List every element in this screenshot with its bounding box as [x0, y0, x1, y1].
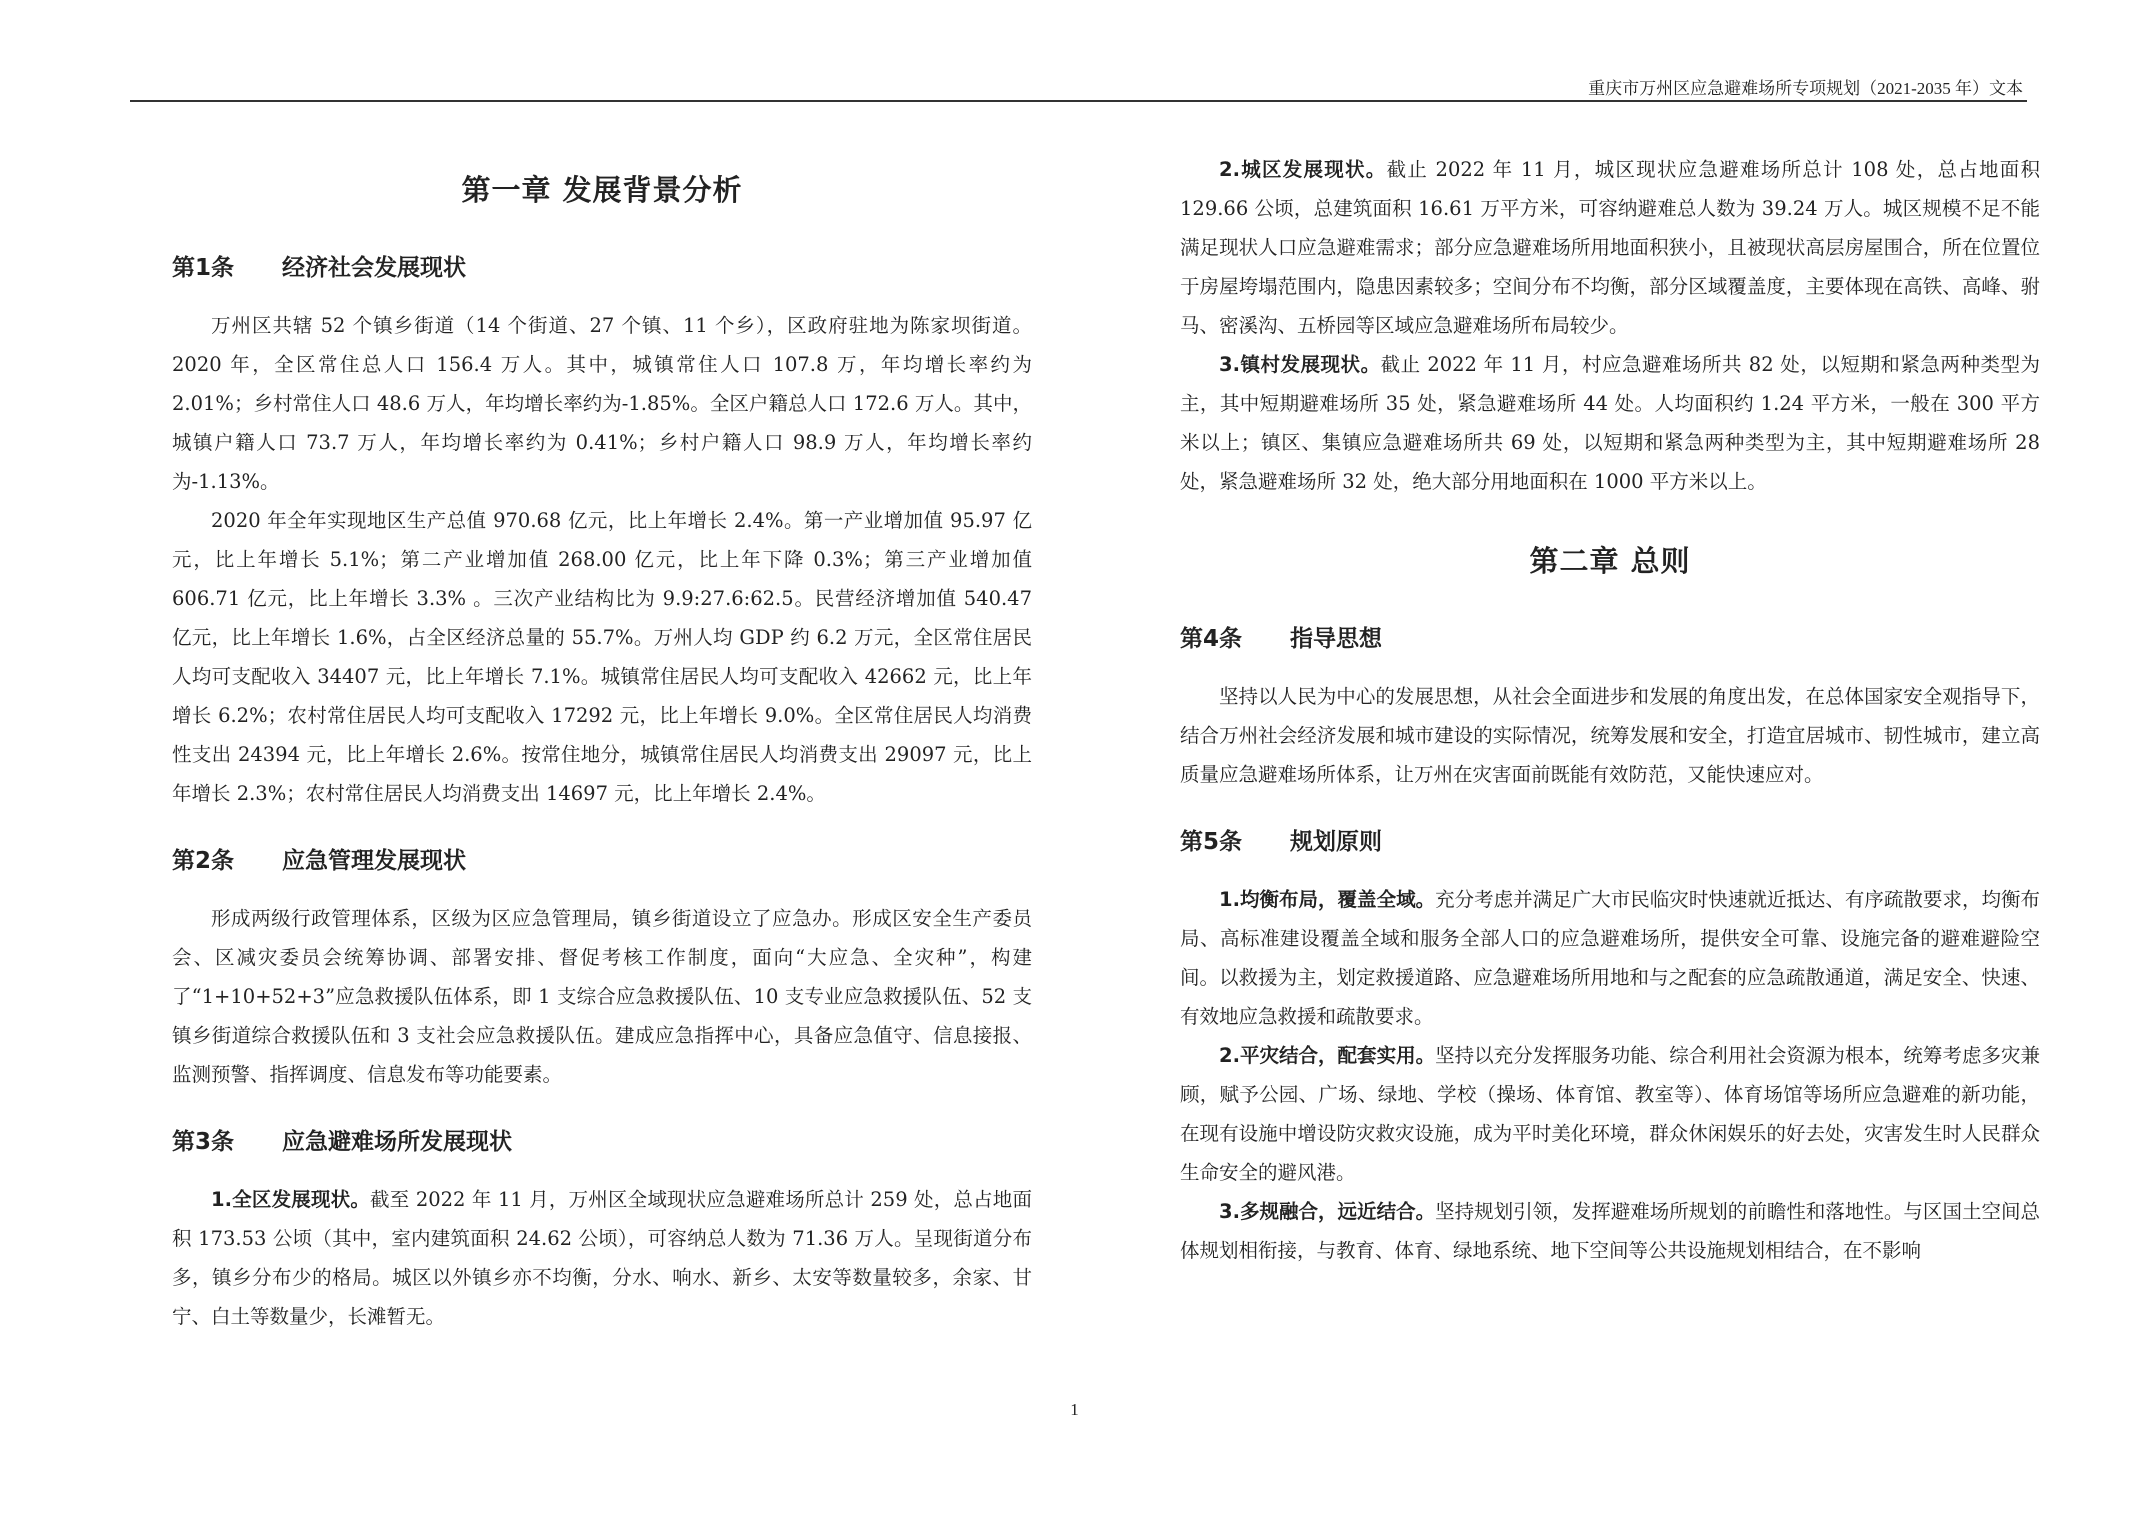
- paragraph: [1180, 1036, 2040, 1192]
- article-number: 第5条: [1180, 829, 1243, 855]
- article-title: 规划原则: [1290, 829, 1382, 855]
- article-number: 第2条: [172, 848, 235, 874]
- paragraph-lead: 3.镇村发展现状。: [1219, 353, 1381, 376]
- article-title: 应急避难场所发展现状: [282, 1129, 512, 1155]
- article-3-heading: [172, 1104, 1032, 1180]
- article-number: 第3条: [172, 1129, 235, 1155]
- page-header: [130, 70, 2027, 102]
- paragraph: [1180, 880, 2040, 1036]
- paragraph: 形成两级行政管理体系，区级为区应急管理局，镇乡街道设立了应急办。形成区安全生产委员会、区减灾委员会统筹协调、部署安排、督促考核工作制度，面向“大应急、全灾种”，构建了“1+10+52+3”应急救援队伍体系，即 1 支综合应急救援队伍、10 支专业应急救援队伍、52 支镇乡街道综合救援队伍和 3 支社会应急救援队伍。建成应急指挥中心，具备应急值守、信息接报、监测预警、指挥调度、信息发布等功能要素。: [172, 907, 1032, 1086]
- paragraph: 万州区共辖 52 个镇乡街道（14 个街道、27 个镇、11 个乡），区政府驻地为陈家坝街道。2020 年，全区常住总人口 156.4 万人。其中，城镇常住人口 107.8 万，年均增长率约为 2.01%；乡村常住人口 48.6 万人，年均增长率约为-1.85%。全区户籍总人口 172.6 万人。其中，城镇户籍人口 73.7 万人，年均增长率约为 0.41%；乡村户籍人口 98.9 万人，年均增长率约为-1.13%。: [172, 314, 1032, 493]
- document-title: 重庆市万州区应急避难场所专项规划（2021-2035 年）文本: [1588, 79, 2023, 98]
- paragraph-body: 充分考虑并满足广大市民临灾时快速就近抵达、有序疏散要求，均衡布局、高标准建设覆盖全域和服务全部人口的应急避难场所，提供安全可靠、设施完备的避难避险空间。以救援为主，划定救援道路、应急避难场所用地和与之配套的应急疏散通道，满足安全、快速、有效地应急救援和疏散要求。: [1180, 888, 2040, 1028]
- article-4-heading: [1180, 601, 2040, 677]
- paragraph: [1180, 150, 2040, 345]
- chapter-1-heading: 第一章 发展背景分析: [461, 173, 743, 207]
- page-number: 1: [1070, 1400, 1079, 1419]
- article-number: 第1条: [172, 255, 235, 281]
- paragraph-lead: 1.均衡布局，覆盖全域。: [1219, 888, 1436, 911]
- article-5-heading: [1180, 804, 2040, 880]
- paragraph: [172, 1180, 1032, 1336]
- paragraph: [1180, 345, 2040, 501]
- paragraph-lead: 1.全区发展现状。: [211, 1188, 371, 1211]
- paragraph-body: 截至 2022 年 11 月，万州区全域现状应急避难场所总计 259 处，总占地面积 173.53 公顷（其中，室内建筑面积 24.62 公顷），可容纳总人数为 71.36 万人。呈现街道分布多，镇乡分布少的格局。城区以外镇乡亦不均衡，分水、响水、新乡、太安等数量较多，余家、甘宁、白土等数量少，长滩暂无。: [172, 1188, 1032, 1328]
- paragraph: 2020 年全年实现地区生产总值 970.68 亿元，比上年增长 2.4%。第一产业增加值 95.97 亿元，比上年增长 5.1%；第二产业增加值 268.00 亿元，比上年下降 0.3%；第三产业增加值 606.71 亿元，比上年增长 3.3% 。三次产业结构比为 9.9:27.6:62.5。民营经济增加值 540.47 亿元，比上年增长 1.6%，占全区经济总量的 55.7%。万州人均 GDP 约 6.2 万元，全区常住居民人均可支配收入 34407 元，比上年增长 7.1%。城镇常住居民人均可支配收入 42662 元，比上年增长 6.2%；农村常住居民人均可支配收入 17292 元，比上年增长 9.0%。全区常住居民人均消费性支出 24394 元，比上年增长 2.6%。按常住地分，城镇常住居民人均消费支出 29097 元，比上年增长 2.3%；农村常住居民人均消费支出 14697 元，比上年增长 2.4%。: [172, 509, 1032, 805]
- paragraph-body: 截止 2022 年 11 月，城区现状应急避难场所总计 108 处，总占地面积 129.66 公顷，总建筑面积 16.61 万平方米，可容纳避难总人数为 39.24 万人。城区规模不足不能满足现状人口应急避难需求；部分应急避难场所用地面积狭小，且被现状高层房屋围合，所在位置位于房屋垮塌范围内，隐患因素较多；空间分布不均衡，部分区域覆盖度，主要体现在高铁、高峰、驸马、密溪沟、五桥园等区域应急避难场所布局较少。: [1180, 158, 2040, 337]
- article-title: 经济社会发展现状: [282, 255, 466, 281]
- chapter-2-heading: 第二章 总则: [1529, 544, 1691, 578]
- paragraph-body: 坚持规划引领，发挥避难场所规划的前瞻性和落地性。与区国土空间总体规划相衔接，与教育、体育、绿地系统、地下空间等公共设施规划相结合，在不影响: [1180, 1200, 2040, 1262]
- paragraph: [1180, 1192, 2040, 1270]
- paragraph-lead: 2.城区发展现状。: [1219, 158, 1387, 181]
- paragraph-body: 截止 2022 年 11 月，村应急避难场所共 82 处，以短期和紧急两种类型为主，其中短期避难场所 35 处，紧急避难场所 44 处。人均面积约 1.24 平方米，一般在 300 平方米以上；镇区、集镇应急避难场所共 69 处，以短期和紧急两种类型为主，其中短期避难场所 28 处，紧急避难场所 32 处，绝大部分用地面积在 1000 平方米以上。: [1180, 353, 2040, 493]
- right-column: [1180, 150, 2040, 1270]
- article-1-heading: [172, 230, 1032, 306]
- article-2-heading: [172, 823, 1032, 899]
- paragraph: 坚持以人民为中心的发展思想，从社会全面进步和发展的角度出发，在总体国家安全观指导下，结合万州社会经济发展和城市建设的实际情况，统筹发展和安全，打造宜居城市、韧性城市，建立高质量应急避难场所体系，让万州在灾害面前既能有效防范，又能快速应对。: [1180, 685, 2040, 786]
- left-column: [172, 150, 1032, 1336]
- paragraph-body: 坚持以充分发挥服务功能、综合利用社会资源为根本，统筹考虑多灾兼顾，赋予公园、广场、绿地、学校（操场、体育馆、教室等）、体育场馆等场所应急避难的新功能，在现有设施中增设防灾救灾设施，成为平时美化环境，群众休闲娱乐的好去处，灾害发生时人民群众生命安全的避风港。: [1180, 1044, 2040, 1184]
- paragraph-lead: 3.多规融合，远近结合。: [1219, 1200, 1436, 1223]
- article-title: 指导思想: [1290, 626, 1382, 652]
- paragraph-lead: 2.平灾结合，配套实用。: [1219, 1044, 1436, 1067]
- article-title: 应急管理发展现状: [282, 848, 466, 874]
- article-number: 第4条: [1180, 626, 1243, 652]
